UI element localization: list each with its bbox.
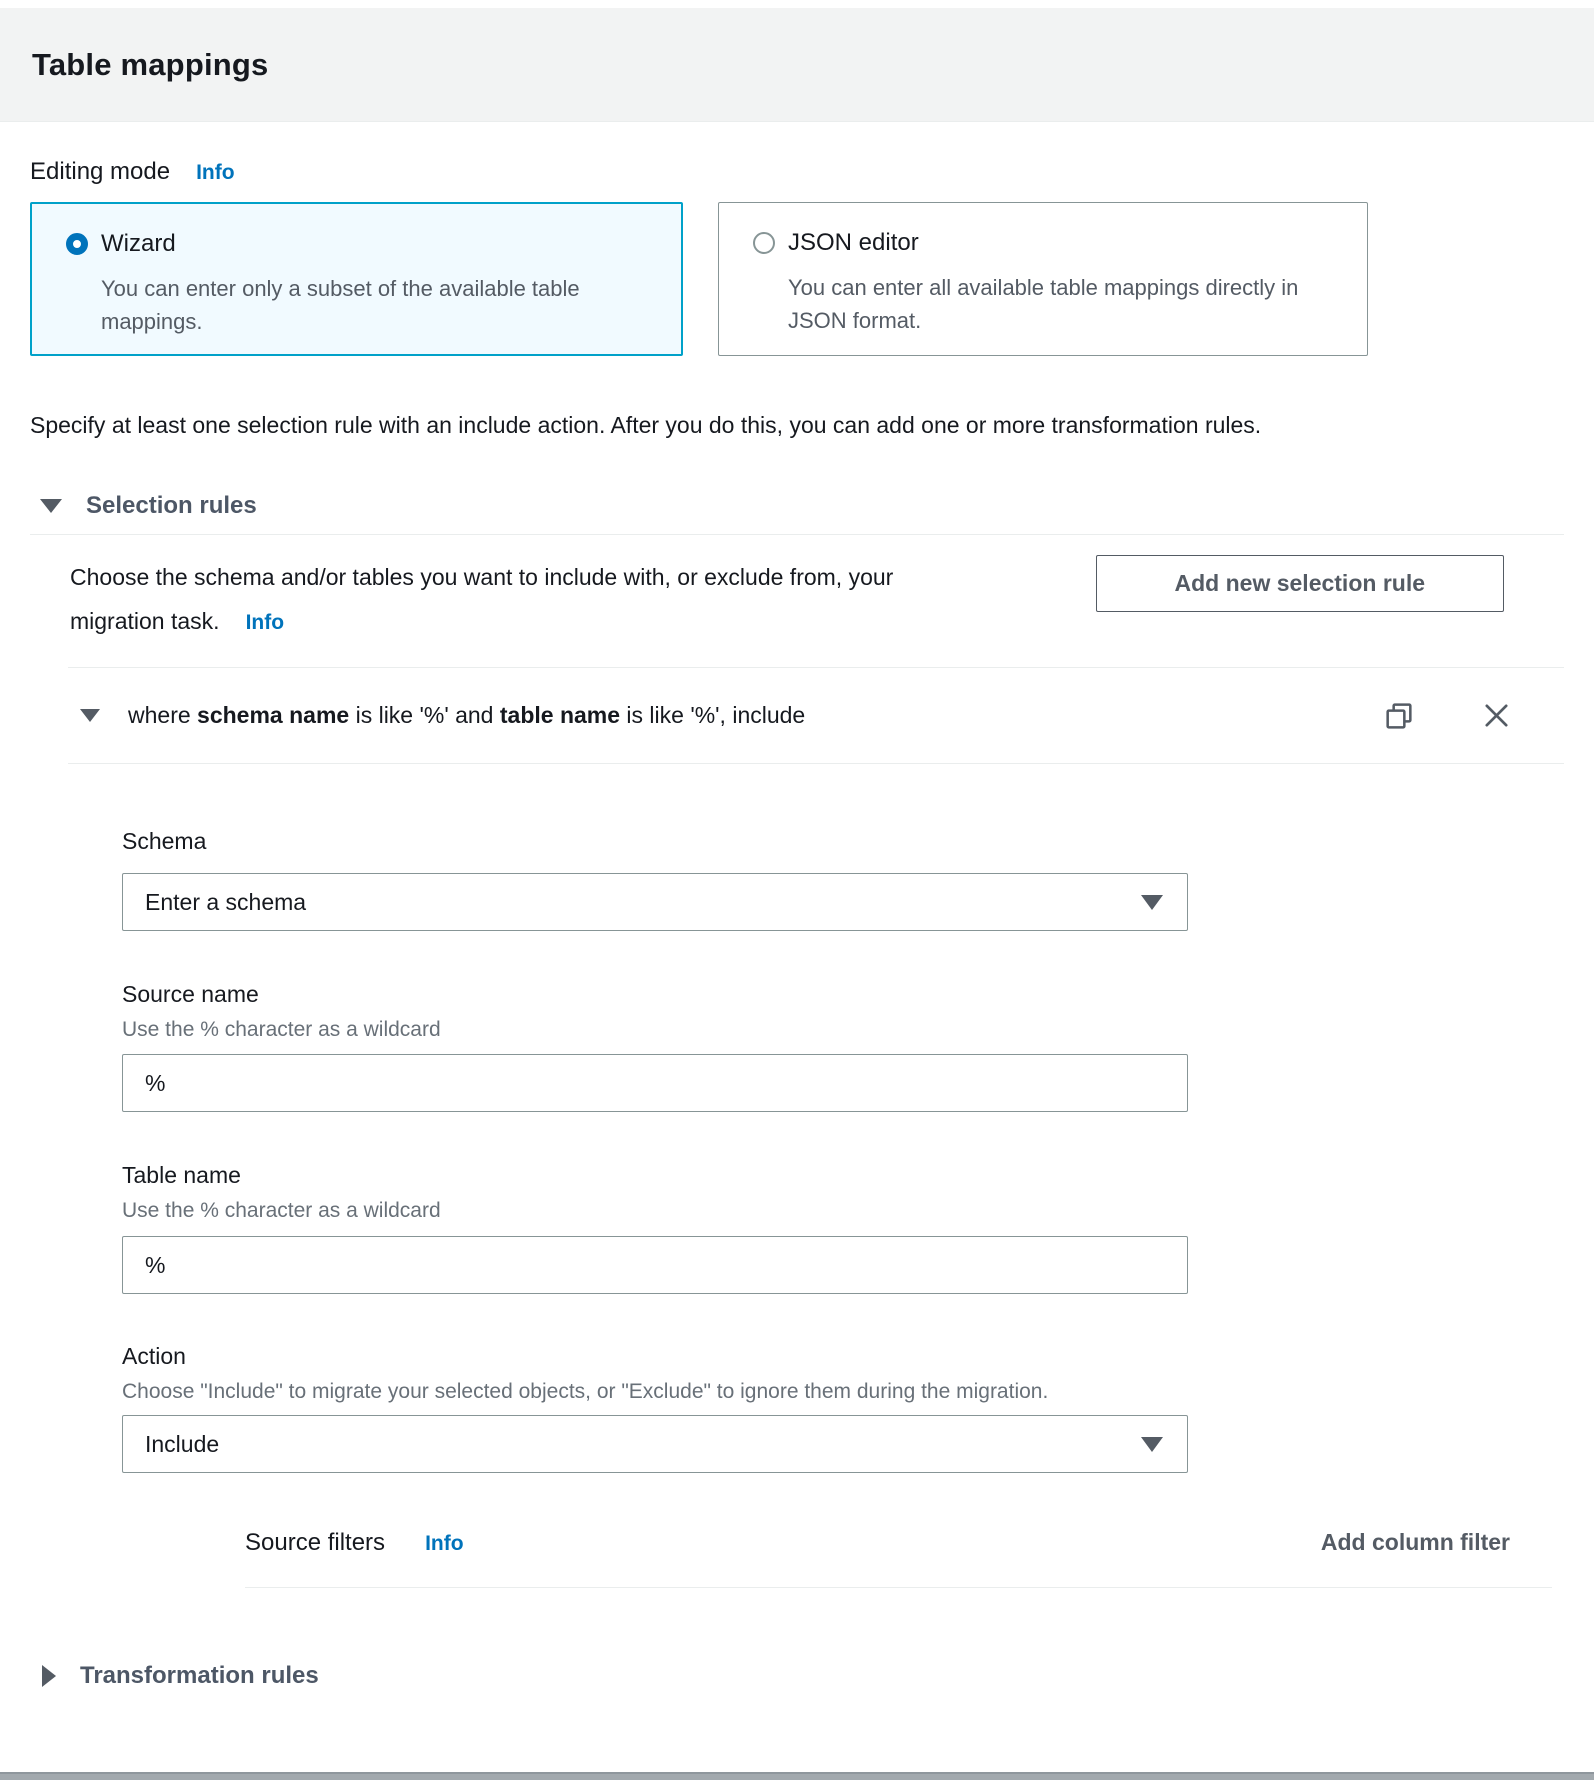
action-constraint: Choose "Include" to migrate your selected objects, or "Exclude" to ignore them during the migration. [122,1380,1049,1403]
tile-wizard[interactable] [30,202,683,356]
table-name-input[interactable] [122,1236,1188,1294]
json-editor-radio[interactable] [753,232,775,254]
wizard-title: Wizard [101,230,176,257]
remove-rule-button[interactable] [1481,700,1512,731]
selection-rules-toggle[interactable] [30,492,1564,520]
source-filters-info-link[interactable]: Info [425,1532,464,1555]
rule-summary: where schema name is like '%' and table name is like '%', include [128,702,806,728]
editing-mode-label: Editing mode [30,158,171,185]
schema-select[interactable] [122,873,1188,931]
bottom-scrollbar[interactable] [0,1772,1594,1780]
chevron-down-icon [1141,895,1163,910]
top-strip [0,0,1594,8]
add-new-selection-rule-button[interactable]: Add new selection rule [1096,555,1505,612]
action-select-value: Include [145,1430,220,1457]
wizard-description: You can enter only a subset of the available table mappings. [101,276,580,334]
editing-mode-row [30,158,1564,186]
intro-text: Specify at least one selection rule with an include action. After you do this, you can add one or more transformation rules. [30,412,1262,438]
table-mappings-header [0,8,1594,122]
duplicate-rule-button[interactable] [1383,700,1415,732]
source-name-input[interactable] [122,1054,1188,1112]
chevron-down-icon [40,499,62,513]
table-name-label: Table name [122,1162,241,1188]
json-editor-description: You can enter all available table mappings directly in JSON format. [788,275,1299,333]
page-title: Table mappings [32,46,269,82]
transformation-rules-toggle[interactable] [30,1662,1564,1690]
wizard-radio[interactable] [66,233,88,255]
add-column-filter-button[interactable]: Add column filter [1320,1529,1510,1555]
selection-rule-row [30,668,1564,763]
action-label: Action [122,1343,186,1369]
tile-json-editor[interactable] [718,202,1368,356]
selection-rule-form [30,828,1564,1473]
schema-select-value: Enter a schema [145,888,307,915]
chevron-right-icon [42,1665,56,1687]
editing-mode-info-link[interactable]: Info [196,161,235,184]
json-editor-title: JSON editor [788,229,919,256]
transformation-rules-title: Transformation rules [80,1662,319,1689]
selection-rules-description: Choose the schema and/or tables you want to include with, or exclude from, your migration task. Info [70,564,894,634]
source-filters-row [30,1529,1564,1557]
source-filters-label: Source filters [245,1529,386,1556]
source-name-constraint: Use the % character as a wildcard [122,1018,441,1041]
schema-label: Schema [122,828,207,854]
table-name-constraint: Use the % character as a wildcard [122,1199,441,1222]
copy-icon [1383,700,1415,732]
action-select[interactable] [122,1415,1188,1473]
divider [245,1587,1552,1588]
chevron-down-icon [1141,1437,1163,1452]
editing-mode-tiles [30,202,1564,356]
close-icon [1481,700,1512,731]
rule-chevron-down-icon[interactable] [80,709,100,722]
divider [68,763,1564,764]
selection-rules-info-link[interactable]: Info [245,611,285,634]
selection-rules-title: Selection rules [86,492,257,519]
selection-rules-intro-row [30,555,1564,645]
source-name-label: Source name [122,981,259,1007]
divider [30,534,1564,535]
